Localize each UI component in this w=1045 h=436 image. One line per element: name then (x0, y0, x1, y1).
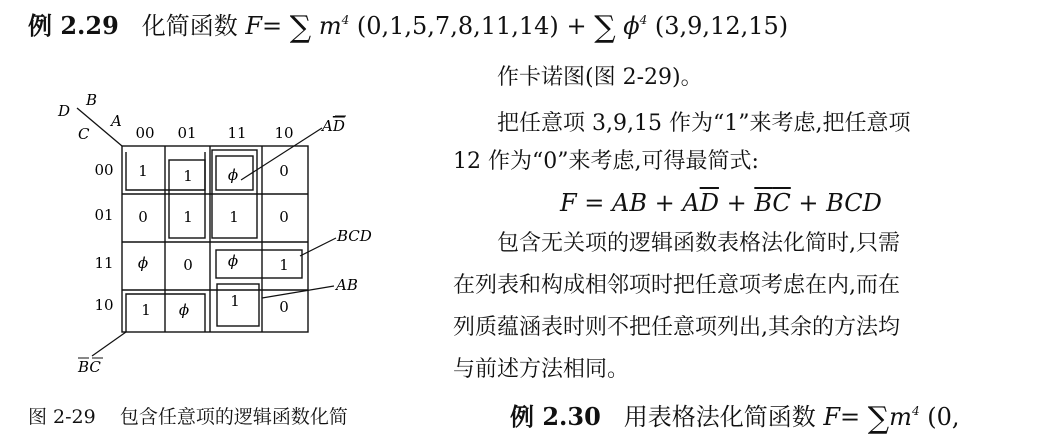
example-text: 化简函数 (141, 12, 238, 40)
col-header: 01 (177, 124, 197, 142)
minterm-symbol: m (889, 403, 912, 431)
phi-symbol: ϕ (623, 12, 640, 40)
cell: 1 (138, 162, 148, 180)
cell: ϕ (227, 252, 239, 270)
superscript: 4 (341, 13, 350, 27)
sigma-icon: ∑ (867, 401, 890, 436)
col-header: 10 (274, 124, 294, 142)
example-label: 例 2.30 (510, 402, 601, 431)
sigma-icon: ∑ (594, 10, 616, 45)
paragraph-3-line-3: 列质蕴涵表时则不把任意项列出,其余的方法均 (453, 315, 900, 340)
label-bcd: BCD (337, 227, 372, 245)
cell: 1 (141, 301, 151, 319)
formula-part: + (718, 189, 755, 217)
label-part: D (332, 117, 345, 135)
row-header: 01 (94, 206, 114, 224)
corner-label-C: C (78, 125, 90, 143)
figure-caption (28, 402, 348, 429)
cell: 0 (279, 162, 289, 180)
corner-label-A: A (111, 112, 122, 130)
corner-label-D: D (58, 102, 71, 120)
label-part: A (322, 117, 333, 135)
cell: 0 (279, 208, 289, 226)
superscript: 4 (639, 13, 648, 27)
cell: 1 (183, 167, 193, 185)
dont-care-list: (3,9,12,15) (654, 12, 789, 40)
row-header: 00 (94, 161, 114, 179)
karnaugh-map (0, 0, 440, 400)
cell: ϕ (227, 166, 239, 184)
col-header: 11 (227, 124, 247, 142)
superscript: 4 (911, 404, 920, 418)
cell: ϕ (137, 254, 149, 272)
function-F: F= (245, 12, 283, 40)
formula-part: $\overline{D}$ (699, 189, 719, 217)
row-header: 11 (94, 254, 114, 272)
simplified-formula (560, 189, 882, 217)
paragraph-3-line-1: 包含无关项的逻辑函数表格法化简时,只需 (497, 231, 900, 256)
cell: 1 (230, 292, 240, 310)
formula-part: F = AB + A (560, 189, 700, 217)
cell: 0 (183, 256, 193, 274)
paragraph-2-line-2: 12 作为“0”来考虑,可得最简式: (453, 149, 759, 174)
implicant-loops (126, 150, 302, 332)
cell: ϕ (178, 301, 190, 319)
paragraph-2-line-1: 把任意项 3,9,15 作为“1”来考虑,把任意项 (497, 111, 911, 136)
label-bc-bar (77, 358, 101, 376)
paragraph-3-line-4: 与前述方法相同。 (453, 357, 630, 382)
plus-sign: + (566, 12, 587, 40)
col-header: 00 (135, 124, 155, 142)
formula-part: $\overline{B}$ (754, 189, 773, 217)
caption-text: 包含任意项的逻辑函数化简 (119, 406, 348, 428)
example-label: 例 2.29 (28, 11, 119, 40)
paragraph-3-line-2: 在列表和构成相邻项时把任意项考虑在内,而在 (453, 273, 900, 298)
cell: 1 (183, 208, 193, 226)
minterm-list: (0,1,5,7,8,11,14) (356, 12, 559, 40)
label-part: C (89, 358, 101, 376)
row-header: 10 (94, 296, 114, 314)
label-ab: AB (336, 276, 358, 294)
label-part: B (78, 358, 90, 376)
cell: 0 (279, 298, 289, 316)
minterm-symbol: m (318, 12, 342, 40)
function-F: F= (823, 403, 861, 431)
formula-part: $\overline{C}$ (772, 189, 791, 217)
example-230-line (510, 397, 960, 436)
truncated-list: (0, (927, 403, 960, 431)
label-ad-bar (320, 117, 345, 135)
formula-part: + BCD (790, 189, 882, 217)
cell: 1 (229, 208, 239, 226)
cell: 0 (138, 208, 148, 226)
kmap-cells (138, 162, 289, 319)
cell: 1 (279, 256, 289, 274)
figure-number: 图 2-29 (28, 406, 96, 428)
sigma-icon: ∑ (289, 10, 312, 45)
example-text: 用表格法化简函数 (623, 403, 816, 431)
paragraph-1: 作卡诺图(图 2-29)。 (497, 65, 703, 90)
corner-label-B: B (86, 91, 98, 109)
